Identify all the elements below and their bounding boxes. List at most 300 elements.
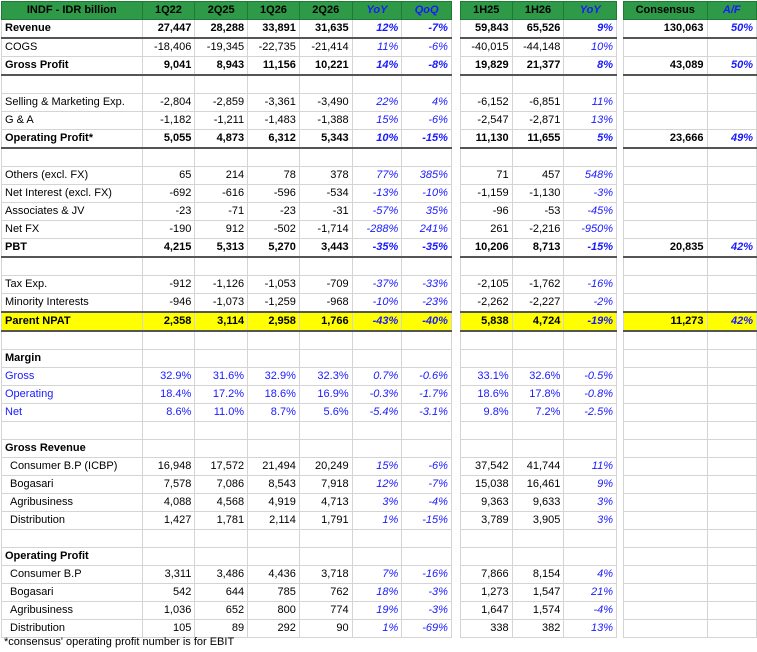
table-cell: 457: [512, 167, 564, 185]
table-cell: -190: [142, 221, 195, 239]
table-cell: [512, 75, 564, 94]
table-cell: -15%: [402, 512, 452, 530]
spacer-cell: [617, 422, 624, 440]
table-cell: 10,221: [299, 57, 352, 76]
column-header: QoQ: [402, 2, 452, 20]
table-cell: [248, 422, 300, 440]
table-cell: [402, 440, 452, 458]
spacer-cell: [451, 602, 460, 620]
table-cell: [460, 530, 512, 548]
row-label: [2, 148, 143, 167]
row-label: Distribution: [2, 512, 143, 530]
table-cell: 11,130: [460, 130, 512, 149]
row-label: COGS: [2, 38, 143, 57]
table-cell: 1%: [352, 512, 402, 530]
table-cell: [195, 75, 248, 94]
table-cell: 4%: [564, 566, 617, 584]
spacer-cell: [451, 350, 460, 368]
table-cell: 774: [299, 602, 352, 620]
table-cell: -71: [195, 203, 248, 221]
column-header: YoY: [352, 2, 402, 20]
table-cell: -8%: [402, 57, 452, 76]
row-label: Operating: [2, 386, 143, 404]
table-cell: [707, 404, 757, 422]
table-cell: [564, 530, 617, 548]
table-cell: 7,578: [142, 476, 195, 494]
table-row: [2, 368, 757, 386]
table-cell: 4,215: [142, 239, 195, 258]
table-cell: [402, 331, 452, 350]
row-label: Associates & JV: [2, 203, 143, 221]
spacer-cell: [451, 2, 460, 20]
table-cell: 37,542: [460, 458, 512, 476]
table-cell: 32.9%: [142, 368, 195, 386]
table-cell: -7%: [402, 20, 452, 39]
table-cell: -1,126: [195, 276, 248, 294]
table-cell: -40,015: [460, 38, 512, 57]
spacer-cell: [451, 276, 460, 294]
spacer-cell: [617, 221, 624, 239]
table-cell: [707, 148, 757, 167]
table-cell: 9%: [564, 476, 617, 494]
spacer-cell: [617, 167, 624, 185]
table-cell: [352, 548, 402, 566]
spacer-cell: [451, 75, 460, 94]
table-cell: 644: [195, 584, 248, 602]
table-row: [2, 257, 757, 276]
table-cell: [195, 530, 248, 548]
column-header: 2Q25: [195, 2, 248, 20]
table-cell: [707, 584, 757, 602]
table-row: [2, 566, 757, 584]
table-cell: 338: [460, 620, 512, 638]
table-cell: 65,526: [512, 20, 564, 39]
table-cell: [512, 548, 564, 566]
table-row: [2, 276, 757, 294]
row-label: [2, 331, 143, 350]
table-cell: 10%: [564, 38, 617, 57]
table-cell: -19,345: [195, 38, 248, 57]
column-header: 2Q26: [299, 2, 352, 20]
spacer-cell: [451, 512, 460, 530]
table-cell: 785: [248, 584, 300, 602]
row-label: Agribusiness: [2, 494, 143, 512]
table-cell: -1,211: [195, 112, 248, 130]
table-cell: -44,148: [512, 38, 564, 57]
table-cell: [512, 440, 564, 458]
table-cell: -53: [512, 203, 564, 221]
row-label: Net FX: [2, 221, 143, 239]
table-cell: [460, 148, 512, 167]
spacer-cell: [451, 185, 460, 203]
table-row: [2, 221, 757, 239]
table-cell: [624, 422, 708, 440]
table-cell: [512, 422, 564, 440]
table-cell: [352, 530, 402, 548]
table-cell: 4,919: [248, 494, 300, 512]
spacer-cell: [451, 422, 460, 440]
spacer-cell: [617, 94, 624, 112]
table-cell: -1,159: [460, 185, 512, 203]
table-cell: [402, 548, 452, 566]
table-cell: [707, 566, 757, 584]
column-header: Consensus: [624, 2, 708, 20]
table-cell: 800: [248, 602, 300, 620]
spacer-cell: [617, 566, 624, 584]
table-cell: 5,343: [299, 130, 352, 149]
table-cell: -1,130: [512, 185, 564, 203]
table-row: [2, 203, 757, 221]
table-cell: 4%: [402, 94, 452, 112]
table-cell: 4,713: [299, 494, 352, 512]
table-cell: [624, 458, 708, 476]
table-cell: -2,871: [512, 112, 564, 130]
table-cell: 10,206: [460, 239, 512, 258]
table-cell: 548%: [564, 167, 617, 185]
table-cell: [624, 404, 708, 422]
table-cell: 23,666: [624, 130, 708, 149]
table-cell: [624, 566, 708, 584]
table-cell: [624, 185, 708, 203]
table-cell: 16,948: [142, 458, 195, 476]
table-cell: 42%: [707, 312, 757, 331]
spacer-cell: [451, 440, 460, 458]
table-cell: -7%: [402, 476, 452, 494]
table-cell: 21%: [564, 584, 617, 602]
table-cell: [707, 530, 757, 548]
table-cell: [402, 75, 452, 94]
table-cell: 3,486: [195, 566, 248, 584]
table-cell: [624, 294, 708, 313]
table-cell: -2,216: [512, 221, 564, 239]
table-cell: -692: [142, 185, 195, 203]
table-row: [2, 422, 757, 440]
table-cell: -2%: [564, 294, 617, 313]
table-row: [2, 404, 757, 422]
table-cell: 12%: [352, 476, 402, 494]
table-cell: [352, 75, 402, 94]
table-cell: -6%: [402, 458, 452, 476]
row-label: Others (excl. FX): [2, 167, 143, 185]
table-cell: [624, 257, 708, 276]
table-cell: [624, 440, 708, 458]
table-cell: [707, 167, 757, 185]
table-cell: [707, 548, 757, 566]
table-cell: [195, 440, 248, 458]
table-cell: [707, 38, 757, 57]
table-cell: 17.2%: [195, 386, 248, 404]
table-cell: 3%: [564, 512, 617, 530]
table-cell: [248, 440, 300, 458]
table-cell: 3,718: [299, 566, 352, 584]
table-cell: [707, 386, 757, 404]
table-cell: [707, 494, 757, 512]
row-label: Gross Revenue: [2, 440, 143, 458]
table-cell: -16%: [564, 276, 617, 294]
row-label: Gross Profit: [2, 57, 143, 76]
table-cell: [142, 331, 195, 350]
spacer-cell: [617, 548, 624, 566]
table-cell: 1,427: [142, 512, 195, 530]
spacer-cell: [451, 331, 460, 350]
table-cell: 7,918: [299, 476, 352, 494]
table-cell: 32.6%: [512, 368, 564, 386]
table-cell: [624, 148, 708, 167]
spacer-cell: [451, 20, 460, 39]
table-cell: [624, 203, 708, 221]
spacer-cell: [451, 130, 460, 149]
table-cell: -2,804: [142, 94, 195, 112]
table-cell: [299, 548, 352, 566]
table-cell: 4,088: [142, 494, 195, 512]
table-cell: 912: [195, 221, 248, 239]
table-cell: [564, 548, 617, 566]
spacer-cell: [451, 112, 460, 130]
table-cell: 32.3%: [299, 368, 352, 386]
table-cell: 5%: [564, 130, 617, 149]
table-cell: 1,273: [460, 584, 512, 602]
table-cell: [195, 257, 248, 276]
table-cell: -3%: [402, 602, 452, 620]
table-cell: 78: [248, 167, 300, 185]
row-label: Consumer B.P (ICBP): [2, 458, 143, 476]
spacer-cell: [451, 404, 460, 422]
table-cell: 18.6%: [248, 386, 300, 404]
table-cell: [299, 257, 352, 276]
table-cell: 4,873: [195, 130, 248, 149]
table-cell: [512, 331, 564, 350]
spacer-cell: [617, 440, 624, 458]
row-label: Operating Profit: [2, 548, 143, 566]
spacer-cell: [617, 404, 624, 422]
table-cell: -968: [299, 294, 352, 313]
table-cell: [248, 548, 300, 566]
table-cell: [624, 476, 708, 494]
spacer-cell: [451, 494, 460, 512]
table-cell: [299, 530, 352, 548]
spacer-cell: [451, 167, 460, 185]
table-cell: 1,766: [299, 312, 352, 331]
table-cell: [142, 257, 195, 276]
table-cell: 14%: [352, 57, 402, 76]
table-cell: -23: [248, 203, 300, 221]
table-cell: -2.5%: [564, 404, 617, 422]
table-cell: [624, 221, 708, 239]
table-cell: 6,312: [248, 130, 300, 149]
footnote: *consensus' operating profit number is for EBIT: [4, 636, 235, 648]
table-cell: [248, 148, 300, 167]
table-cell: [707, 476, 757, 494]
row-label: Parent NPAT: [2, 312, 143, 331]
table-cell: -3%: [402, 584, 452, 602]
row-label: Consumer B.P: [2, 566, 143, 584]
table-cell: [352, 331, 402, 350]
table-cell: 8.7%: [248, 404, 300, 422]
table-cell: -3,490: [299, 94, 352, 112]
table-cell: [707, 75, 757, 94]
table-row: [2, 440, 757, 458]
table-cell: 21,377: [512, 57, 564, 76]
table-cell: [564, 148, 617, 167]
financial-table: [1, 1, 757, 638]
table-row: [2, 75, 757, 94]
table-cell: -40%: [402, 312, 452, 331]
table-cell: -10%: [402, 185, 452, 203]
table-cell: [707, 185, 757, 203]
table-cell: 9.8%: [460, 404, 512, 422]
table-row: [2, 20, 757, 39]
table-cell: 3,789: [460, 512, 512, 530]
table-cell: 16.9%: [299, 386, 352, 404]
spacer-cell: [451, 458, 460, 476]
row-label: Margin: [2, 350, 143, 368]
table-cell: [195, 422, 248, 440]
table-cell: [402, 530, 452, 548]
table-cell: [624, 75, 708, 94]
table-cell: [707, 94, 757, 112]
table-cell: -33%: [402, 276, 452, 294]
table-cell: 18.6%: [460, 386, 512, 404]
spacer-cell: [451, 94, 460, 112]
table-cell: 11%: [352, 38, 402, 57]
table-cell: 31.6%: [195, 368, 248, 386]
table-cell: -2,105: [460, 276, 512, 294]
table-cell: [352, 350, 402, 368]
spacer-cell: [451, 203, 460, 221]
table-cell: [624, 276, 708, 294]
column-header: INDF - IDR billion: [2, 2, 143, 20]
table-cell: [707, 112, 757, 130]
spacer-cell: [617, 476, 624, 494]
table-cell: [624, 548, 708, 566]
table-cell: 16,461: [512, 476, 564, 494]
table-cell: 42%: [707, 239, 757, 258]
table-cell: 241%: [402, 221, 452, 239]
table-cell: 3%: [352, 494, 402, 512]
table-cell: -1,053: [248, 276, 300, 294]
table-cell: -45%: [564, 203, 617, 221]
row-label: PBT: [2, 239, 143, 258]
spacer-cell: [451, 584, 460, 602]
table-cell: -18,406: [142, 38, 195, 57]
table-cell: [352, 422, 402, 440]
table-cell: 9,633: [512, 494, 564, 512]
table-cell: [460, 440, 512, 458]
table-cell: 33.1%: [460, 368, 512, 386]
row-label: [2, 75, 143, 94]
table-cell: 11%: [564, 94, 617, 112]
spacer-cell: [617, 2, 624, 20]
table-cell: [402, 148, 452, 167]
row-label: Net Interest (excl. FX): [2, 185, 143, 203]
table-cell: -912: [142, 276, 195, 294]
table-cell: 378: [299, 167, 352, 185]
table-row: [2, 386, 757, 404]
table-cell: [299, 75, 352, 94]
table-cell: 8.6%: [142, 404, 195, 422]
spacer-cell: [451, 476, 460, 494]
table-cell: [142, 422, 195, 440]
table-cell: [248, 331, 300, 350]
spacer-cell: [617, 20, 624, 39]
table-cell: 18%: [352, 584, 402, 602]
table-cell: -2,262: [460, 294, 512, 313]
table-cell: [299, 350, 352, 368]
table-cell: [195, 331, 248, 350]
table-cell: 1,647: [460, 602, 512, 620]
table-cell: 8,543: [248, 476, 300, 494]
row-label: Revenue: [2, 20, 143, 39]
row-label: Bogasari: [2, 476, 143, 494]
table-cell: [248, 350, 300, 368]
table-cell: [195, 350, 248, 368]
spacer-cell: [451, 548, 460, 566]
column-header: 1H25: [460, 2, 512, 20]
table-cell: 7.2%: [512, 404, 564, 422]
table-cell: [624, 620, 708, 638]
table-cell: [460, 548, 512, 566]
table-cell: [402, 257, 452, 276]
table-cell: 214: [195, 167, 248, 185]
table-cell: 2,358: [142, 312, 195, 331]
table-cell: 7,866: [460, 566, 512, 584]
table-cell: [624, 94, 708, 112]
table-cell: -2,547: [460, 112, 512, 130]
spacer-cell: [617, 185, 624, 203]
table-cell: 4,568: [195, 494, 248, 512]
table-cell: -6,851: [512, 94, 564, 112]
spacer-cell: [617, 386, 624, 404]
table-cell: [707, 257, 757, 276]
table-cell: [707, 602, 757, 620]
table-cell: [142, 75, 195, 94]
table-cell: 15%: [352, 112, 402, 130]
column-header: 1Q26: [248, 2, 300, 20]
table-cell: 20,249: [299, 458, 352, 476]
spacer-cell: [617, 38, 624, 57]
table-cell: [624, 386, 708, 404]
table-cell: 1,574: [512, 602, 564, 620]
table-cell: -3%: [564, 185, 617, 203]
table-cell: -21,414: [299, 38, 352, 57]
table-cell: -0.5%: [564, 368, 617, 386]
table-cell: [624, 350, 708, 368]
row-label: Tax Exp.: [2, 276, 143, 294]
table-cell: [299, 148, 352, 167]
spacer-cell: [617, 312, 624, 331]
table-cell: 21,494: [248, 458, 300, 476]
table-cell: [460, 350, 512, 368]
table-cell: -1,073: [195, 294, 248, 313]
table-cell: [512, 257, 564, 276]
table-cell: 28,288: [195, 20, 248, 39]
table-cell: 542: [142, 584, 195, 602]
table-cell: -6%: [402, 112, 452, 130]
table-row: [2, 350, 757, 368]
table-row: [2, 512, 757, 530]
table-cell: -946: [142, 294, 195, 313]
table-cell: 31,635: [299, 20, 352, 39]
spacer-cell: [617, 530, 624, 548]
table-header-row: [2, 2, 757, 20]
table-cell: 2,114: [248, 512, 300, 530]
table-row: [2, 458, 757, 476]
column-header: A/F: [707, 2, 757, 20]
spacer-cell: [451, 294, 460, 313]
spacer-cell: [617, 458, 624, 476]
row-label: [2, 530, 143, 548]
table-cell: 3,311: [142, 566, 195, 584]
